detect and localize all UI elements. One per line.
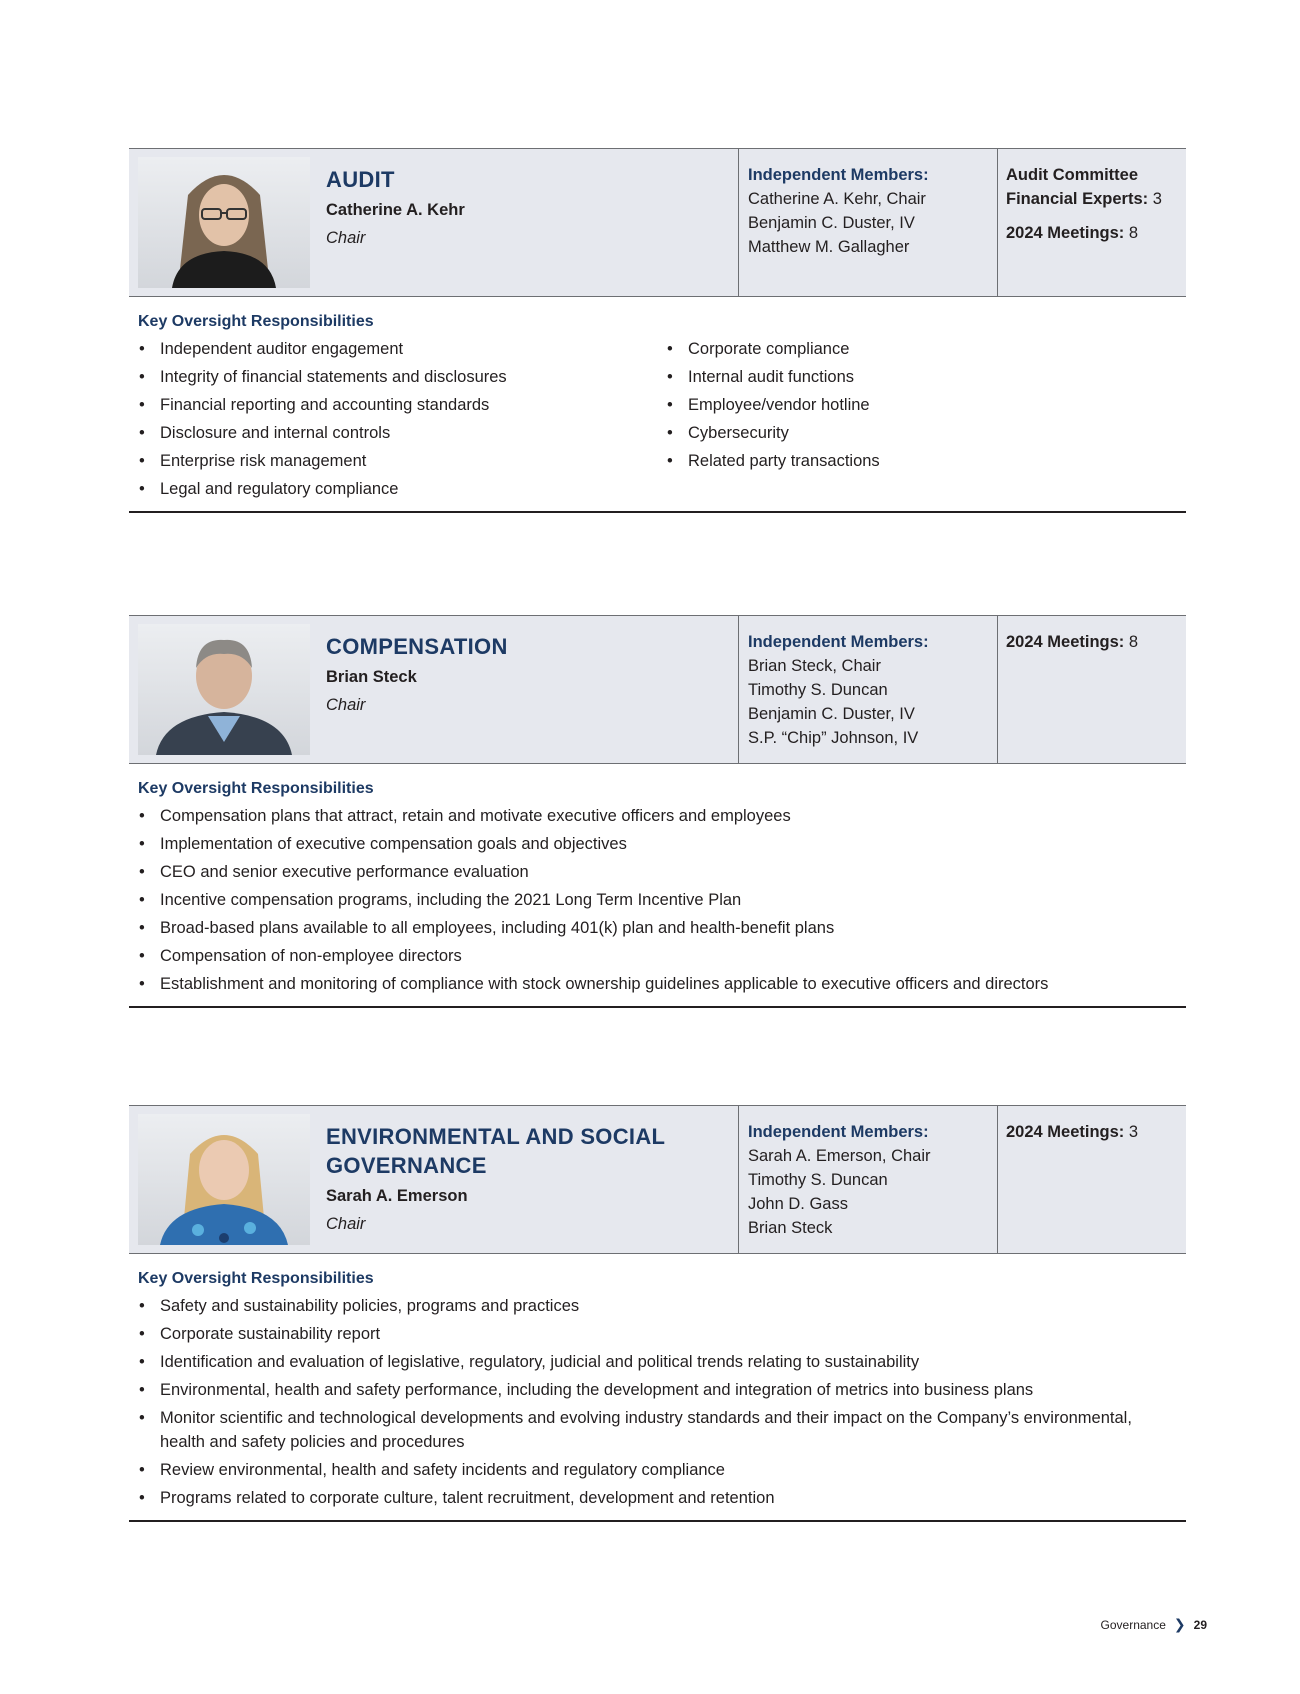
member-name: S.P. “Chip” Johnson, IV [748,729,919,747]
chair-role: Chair [326,1215,366,1233]
list-item: • Cybersecurity [666,421,880,445]
list-item: • Internal audit functions [666,365,880,389]
page-number: 29 [1193,1617,1207,1632]
stats-block [997,1106,1186,1253]
list-item: • Programs related to corporate culture, talent recruitment, development and retention [138,1486,1178,1510]
list-item: • Disclosure and internal controls [138,421,666,445]
list-item: • Enterprise risk management [138,449,666,473]
responsibility-list [666,337,880,473]
list-item: • Compensation of non-employee directors [138,944,1186,968]
list-item: • Related party transactions [666,449,880,473]
list-item: • Environmental, health and safety performance, including the development and integration of metrics into business plans [138,1378,1178,1402]
oversight-title: Key Oversight Responsibilities [138,780,374,797]
member-name: Matthew M. Gallagher [748,238,910,256]
member-name: Timothy S. Duncan [748,681,888,699]
oversight-block [129,297,1186,513]
member-name: Benjamin C. Duster, IV [748,705,915,723]
chair-name: Sarah A. Emerson [326,1187,468,1205]
person-silhouette-icon [138,1114,310,1245]
list-item: • Review environmental, health and safety incidents and regulatory compliance [138,1458,1178,1482]
person-silhouette-icon [138,624,310,755]
chair-name: Catherine A. Kehr [326,201,465,219]
list-item: • Identification and evaluation of legislative, regulatory, judicial and political trends relating to sustainability [138,1350,1178,1374]
committee-esg [129,1105,1186,1522]
meetings-value: 3 [1128,1123,1139,1141]
member-name: Benjamin C. Duster, IV [748,214,915,232]
oversight-block [129,1254,1186,1522]
chair-photo [138,1114,310,1245]
list-item: • Compensation plans that attract, retain and motivate executive officers and employees [138,804,1186,828]
committee-title: ENVIRONMENTAL AND SOCIAL GOVERNANCE [326,1124,665,1178]
chair-photo [138,624,310,755]
committee-chair-block [129,149,738,296]
list-item: • Integrity of financial statements and disclosures [138,365,666,389]
committee-compensation [129,615,1186,1008]
list-item: • Monitor scientific and technological developments and evolving industry standards and their impact on the Company’s environmental, health and safety policies and procedures [138,1406,1178,1454]
list-item: • CEO and senior executive performance evaluation [138,860,1186,884]
list-item: • Corporate sustainability report [138,1322,1178,1346]
stats-block [997,616,1186,763]
committee-header [129,148,1186,297]
list-item: • Employee/vendor hotline [666,393,880,417]
responsibility-list [138,1294,1178,1510]
members-label: Independent Members: [748,633,929,651]
members-label: Independent Members: [748,1123,929,1141]
footer-section: Governance [1100,1617,1166,1632]
oversight-title: Key Oversight Responsibilities [138,313,374,330]
meetings-label: 2024 Meetings: [1006,1123,1125,1141]
member-name: John D. Gass [748,1195,848,1213]
chair-role: Chair [326,229,366,247]
members-block [738,149,997,296]
committee-audit [129,148,1186,513]
list-item: • Legal and regulatory compliance [138,477,666,501]
chair-name: Brian Steck [326,668,417,686]
stats-block [997,149,1186,296]
meetings-value: 8 [1128,224,1139,242]
list-item: • Financial reporting and accounting standards [138,393,666,417]
experts-label-2: Financial Experts: [1006,190,1149,208]
committee-chair-block [129,616,738,763]
list-item: • Implementation of executive compensation goals and objectives [138,832,1186,856]
member-name: Brian Steck [748,1219,833,1237]
committee-header [129,615,1186,764]
list-item: • Corporate compliance [666,337,880,361]
member-name: Brian Steck, Chair [748,657,881,675]
members-block [738,1106,997,1253]
members-block [738,616,997,763]
chevron-right-icon: ❯ [1173,1616,1186,1632]
meetings-value: 8 [1128,633,1139,651]
committee-header [129,1105,1186,1254]
list-item: • Incentive compensation programs, including the 2021 Long Term Incentive Plan [138,888,1186,912]
responsibility-list [138,804,1186,996]
page-footer [1101,1616,1207,1633]
oversight-block [129,764,1186,1008]
responsibility-list [138,337,666,501]
committee-chair-block [129,1106,738,1253]
list-item: • Establishment and monitoring of compliance with stock ownership guidelines applicable to executive officers and directors [138,972,1186,996]
committee-title: AUDIT [326,167,395,192]
member-name: Catherine A. Kehr, Chair [748,190,926,208]
committee-title: COMPENSATION [326,634,508,659]
oversight-title: Key Oversight Responsibilities [138,1270,374,1287]
member-name: Timothy S. Duncan [748,1171,888,1189]
list-item: • Safety and sustainability policies, programs and practices [138,1294,1178,1318]
members-label: Independent Members: [748,166,929,184]
experts-value: 3 [1152,190,1162,208]
list-item: • Broad-based plans available to all employees, including 401(k) plan and health-benefit plans [138,916,1186,940]
meetings-label: 2024 Meetings: [1006,633,1125,651]
member-name: Sarah A. Emerson, Chair [748,1147,931,1165]
chair-photo [138,157,310,288]
list-item: • Independent auditor engagement [138,337,666,361]
experts-label: Audit Committee [1006,166,1138,184]
meetings-label: 2024 Meetings: [1006,224,1125,242]
chair-role: Chair [326,696,366,714]
person-silhouette-icon [138,157,310,288]
